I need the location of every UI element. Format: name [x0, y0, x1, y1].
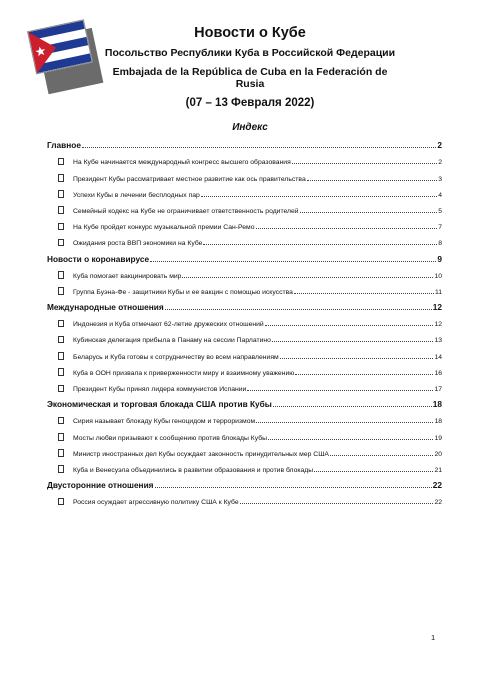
toc-label: Мосты любви призывают к сообщению против блокады Кубы	[73, 434, 267, 442]
toc-section[interactable]	[47, 474, 442, 490]
dot-leader	[265, 325, 434, 326]
toc-item[interactable]	[47, 280, 442, 296]
bullet-icon	[58, 206, 64, 214]
bullet-icon	[58, 465, 64, 473]
toc-label: Россия осуждает агрессивную политику США к Кубе	[73, 499, 239, 507]
toc-label: Новости о коронавирусе	[47, 253, 150, 264]
index-heading: Индекс	[232, 122, 268, 133]
toc-page-number: 5	[438, 207, 442, 215]
toc-item[interactable]	[47, 425, 442, 441]
toc-label: Куба помогает вакцинировать мир	[73, 272, 182, 280]
toc-page-number: 20	[434, 450, 442, 458]
dot-leader	[294, 293, 434, 294]
toc-item[interactable]	[47, 458, 442, 474]
toc-label: Экономическая и торговая блокада США против Кубы	[47, 399, 272, 410]
toc-label: Президент Кубы принял лидера коммунистов Испании	[73, 386, 247, 393]
dot-leader	[182, 277, 433, 278]
bullet-icon	[58, 239, 64, 247]
toc-page-number: 16	[434, 369, 442, 377]
bullet-icon	[58, 336, 64, 344]
toc-section[interactable]	[47, 134, 442, 150]
dot-leader	[268, 439, 433, 440]
bullet-icon	[58, 433, 64, 441]
toc-label: Беларусь и Куба готовы к сотрудничеству во всем направлениям	[73, 353, 279, 361]
dot-leader	[240, 503, 434, 504]
dot-leader	[247, 390, 433, 391]
toc-item[interactable]	[47, 199, 442, 215]
bullet-icon	[58, 385, 64, 393]
toc-page-number: 2	[438, 159, 442, 167]
toc-page-number: 8	[438, 240, 442, 248]
dot-leader	[150, 261, 436, 262]
toc-label: Куба в ООН призвала к приверженности миру и взаимному уважению	[73, 369, 295, 377]
dot-leader	[295, 374, 433, 375]
embassy-name-russian: Посольство Республики Куба в Российской Федерации	[104, 47, 396, 59]
bullet-icon	[58, 449, 64, 457]
toc-label: Президент Кубы рассматривает местное развитие как ось правительства	[73, 175, 306, 183]
dot-leader	[272, 341, 434, 342]
dot-leader	[155, 487, 432, 488]
toc-page-number: 12	[432, 302, 442, 313]
dot-leader	[82, 147, 436, 148]
toc-page-number: 9	[437, 253, 442, 264]
toc-page-number: 10	[434, 272, 442, 280]
bullet-icon	[58, 320, 64, 328]
bullet-icon	[58, 287, 64, 295]
bullet-icon	[58, 271, 64, 279]
date-range: (07 – 13 Февраля 2022)	[185, 97, 315, 109]
dot-leader	[256, 228, 438, 229]
toc-item[interactable]	[47, 409, 442, 425]
dot-leader	[292, 163, 437, 164]
dot-leader	[280, 358, 434, 359]
toc-item[interactable]	[47, 442, 442, 458]
dot-leader	[201, 196, 437, 197]
toc-page-number: 7	[438, 224, 442, 232]
toc-page-number: 11	[434, 288, 442, 296]
toc-page-number: 17	[434, 386, 442, 393]
toc-item[interactable]	[47, 490, 442, 506]
dot-leader	[314, 471, 433, 472]
bullet-icon	[58, 352, 64, 360]
table-of-contents	[47, 134, 442, 506]
bullet-icon	[58, 190, 64, 198]
toc-page-number: 21	[434, 466, 442, 474]
toc-label: Международные отношения	[47, 302, 164, 313]
toc-label: Сирия называет блокаду Кубы геноцидом и терроризмом	[73, 418, 256, 426]
toc-page-number: 18	[434, 418, 442, 426]
toc-label: Министр иностранных дел Кубы осуждает законность принудительных мер США	[73, 450, 329, 458]
toc-label: Успехи Кубы в лечении бесплодных пар	[73, 191, 200, 199]
dot-leader	[203, 244, 437, 245]
dot-leader	[273, 406, 432, 407]
toc-item[interactable]	[47, 377, 442, 393]
toc-item[interactable]	[47, 166, 442, 182]
bullet-icon	[58, 417, 64, 425]
bullet-icon	[58, 368, 64, 376]
toc-label: Кубинская делегация прибыла в Панаму на сессии Парлатино	[73, 337, 271, 345]
toc-item[interactable]	[47, 215, 442, 231]
embassy-name-spanish: Embajada de la República de Cuba en la Federación de Rusia	[112, 66, 388, 90]
toc-label: На Кубе начинается международный конгресс высшего образования	[73, 159, 291, 167]
toc-item[interactable]	[47, 344, 442, 360]
bullet-icon	[58, 223, 64, 231]
toc-page-number: 3	[438, 175, 442, 183]
toc-page-number: 2	[437, 140, 442, 151]
toc-page-number: 13	[434, 337, 442, 345]
toc-label: Индонезия и Куба отмечают 62-летие дружеских отношений	[73, 321, 264, 329]
toc-page-number: 19	[434, 434, 442, 442]
toc-item[interactable]	[47, 361, 442, 377]
toc-page-number: 12	[434, 321, 442, 329]
dot-leader	[307, 180, 437, 181]
dot-leader	[256, 422, 433, 423]
toc-page-number: 22	[434, 499, 442, 507]
toc-label: Двусторонние отношения	[47, 480, 154, 491]
toc-label: Семейный кодекс на Кубе не ограничивает ответственность родителей	[73, 207, 299, 215]
dot-leader	[300, 212, 438, 213]
toc-item[interactable]	[47, 328, 442, 344]
toc-section[interactable]	[47, 247, 442, 263]
toc-page-number: 22	[432, 480, 442, 491]
toc-item[interactable]	[47, 231, 442, 247]
page-number: 1	[431, 633, 436, 642]
toc-item[interactable]	[47, 183, 442, 199]
toc-section[interactable]	[47, 296, 442, 312]
toc-label: На Кубе пройдет конкурс музыкальной премии Сан-Ремо	[73, 224, 255, 232]
toc-section[interactable]	[47, 393, 442, 409]
cuban-flag-icon	[27, 18, 103, 94]
bullet-icon	[58, 158, 64, 166]
toc-label: Главное	[47, 140, 81, 151]
toc-item[interactable]	[47, 264, 442, 280]
toc-item[interactable]	[47, 312, 442, 328]
toc-label: Группа Буэна-Фе - защитники Кубы и ее вакцин с помощью искусства	[73, 288, 293, 296]
bullet-icon	[58, 174, 64, 182]
toc-page-number: 14	[434, 353, 442, 361]
toc-page-number: 4	[438, 191, 442, 199]
toc-label: Ожидания роста ВВП экономики на Кубе	[73, 240, 203, 248]
dot-leader	[165, 309, 432, 310]
toc-item[interactable]	[47, 150, 442, 166]
document-title: Новости о Кубе	[194, 25, 306, 41]
dot-leader	[330, 455, 433, 456]
toc-label: Куба и Венесуэла объединились в развитии образования и против блокады	[73, 466, 314, 474]
bullet-icon	[58, 498, 64, 506]
toc-page-number: 18	[432, 399, 442, 410]
